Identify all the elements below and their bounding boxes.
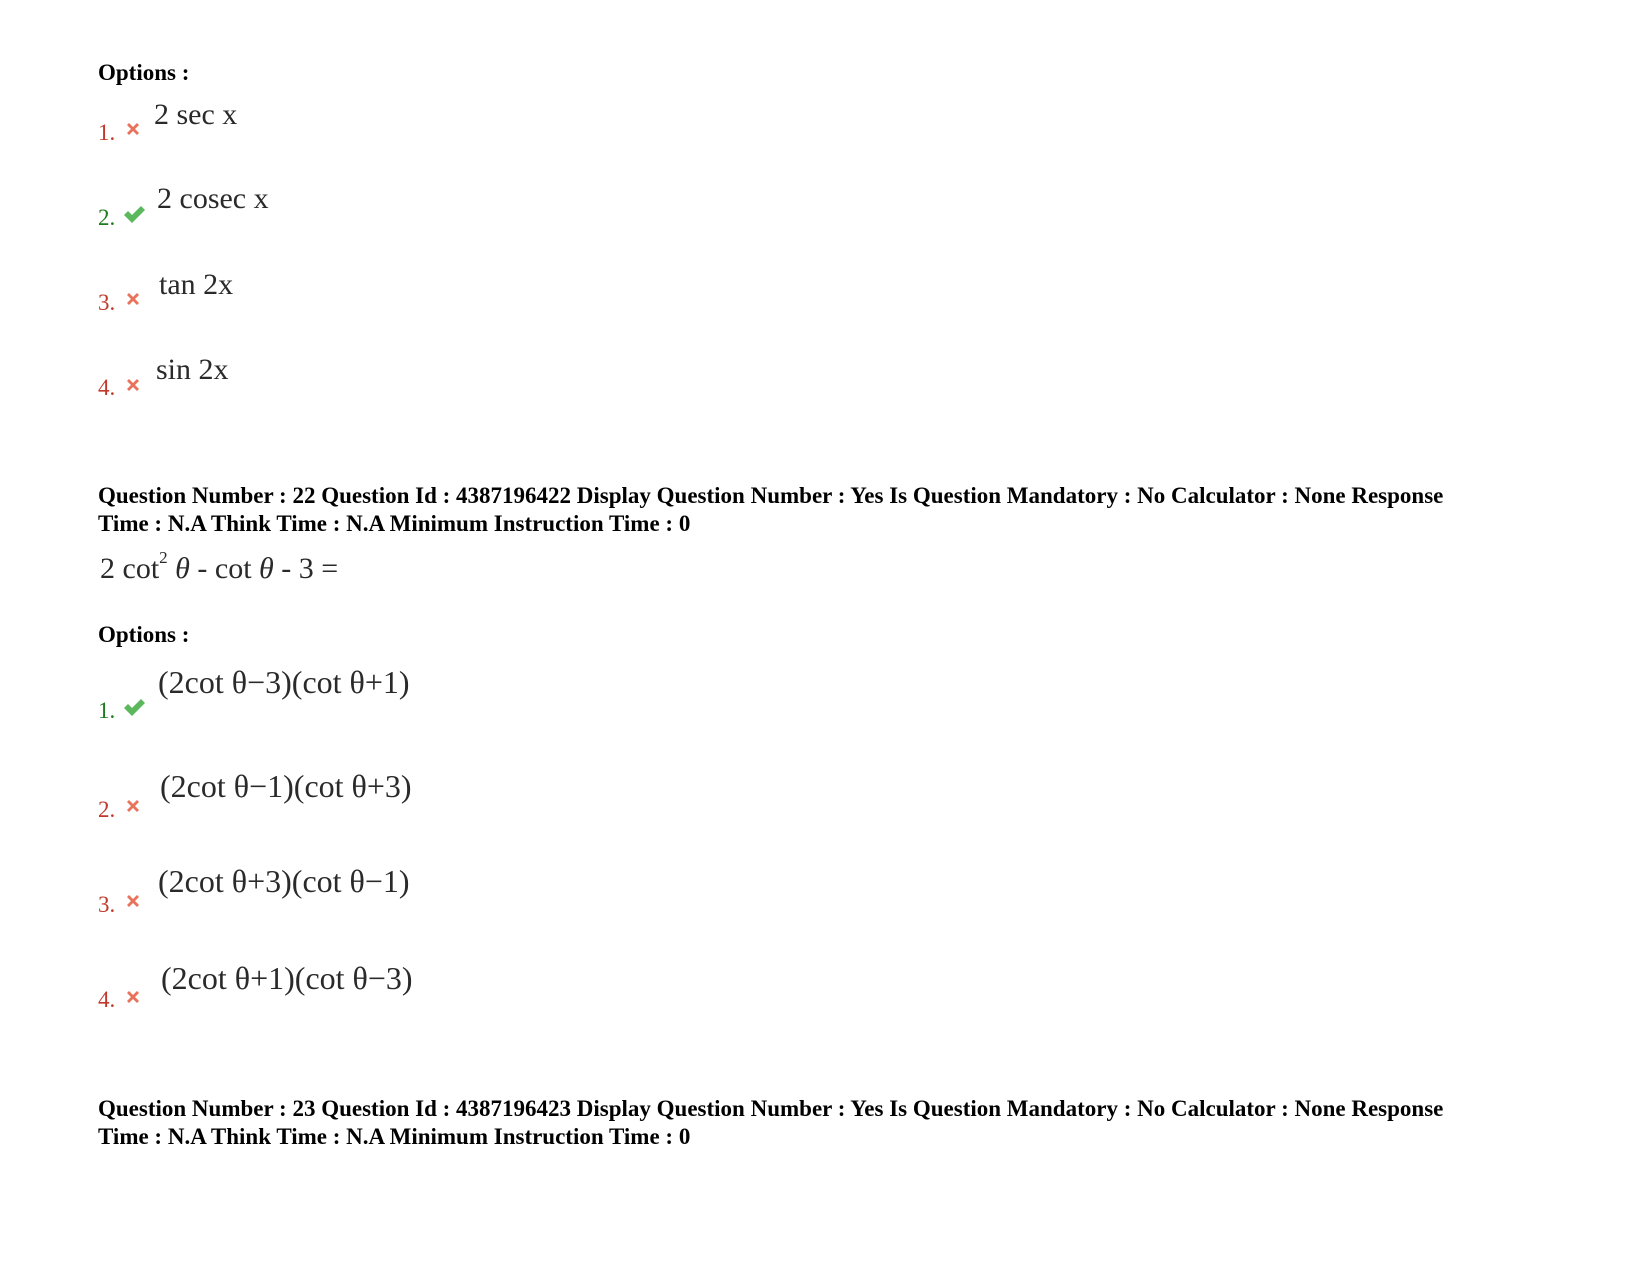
option-number: 2. [98, 205, 116, 230]
cross-icon [124, 290, 142, 308]
option-text: 2 sec x [154, 98, 238, 131]
question-theta: θ [259, 552, 274, 585]
option-number: 1. [98, 120, 116, 145]
options-heading: Options : [98, 60, 190, 85]
check-icon [122, 204, 146, 224]
question-text [100, 548, 339, 586]
cross-icon [124, 797, 142, 815]
question-exponent: 2 [159, 548, 168, 567]
option-number: 1. [98, 698, 116, 723]
question-meta-line1: Question Number : 23 Question Id : 4387196423 Display Question Number : Yes Is Question Mandatory : No Calculator : None Response [98, 1096, 1444, 1121]
option-number: 4. [98, 375, 116, 400]
option-number: 3. [98, 892, 116, 917]
question-meta [98, 482, 1578, 538]
question-meta-line1: Question Number : 22 Question Id : 4387196422 Display Question Number : Yes Is Question Mandatory : No Calculator : None Response [98, 483, 1444, 508]
question-meta-line2: Time : N.A Think Time : N.A Minimum Instruction Time : 0 [98, 511, 691, 536]
option-text: (2cot θ+1)(cot θ−3) [161, 960, 413, 996]
cross-icon [124, 988, 142, 1006]
cross-icon [124, 120, 142, 138]
cross-icon [124, 892, 142, 910]
question-text-part: - 3 = [273, 552, 339, 585]
question-text-part: - cot [189, 552, 260, 585]
check-icon [122, 697, 146, 717]
option-text: tan 2x [159, 268, 234, 301]
option-number: 4. [98, 987, 116, 1012]
option-text: (2cot θ−3)(cot θ+1) [158, 664, 410, 700]
option-text: (2cot θ−1)(cot θ+3) [160, 768, 412, 804]
option-text: (2cot θ+3)(cot θ−1) [158, 863, 410, 899]
option-number: 2. [98, 797, 116, 822]
question-meta [98, 1095, 1578, 1151]
question-meta-line2: Time : N.A Think Time : N.A Minimum Instruction Time : 0 [98, 1124, 691, 1149]
question-text-part: 2 cot [100, 552, 160, 585]
options-heading: Options : [98, 622, 190, 647]
cross-icon [124, 376, 142, 394]
option-text: sin 2x [156, 353, 229, 386]
question-theta: θ [175, 552, 190, 585]
option-number: 3. [98, 290, 116, 315]
option-text: 2 cosec x [157, 182, 269, 215]
